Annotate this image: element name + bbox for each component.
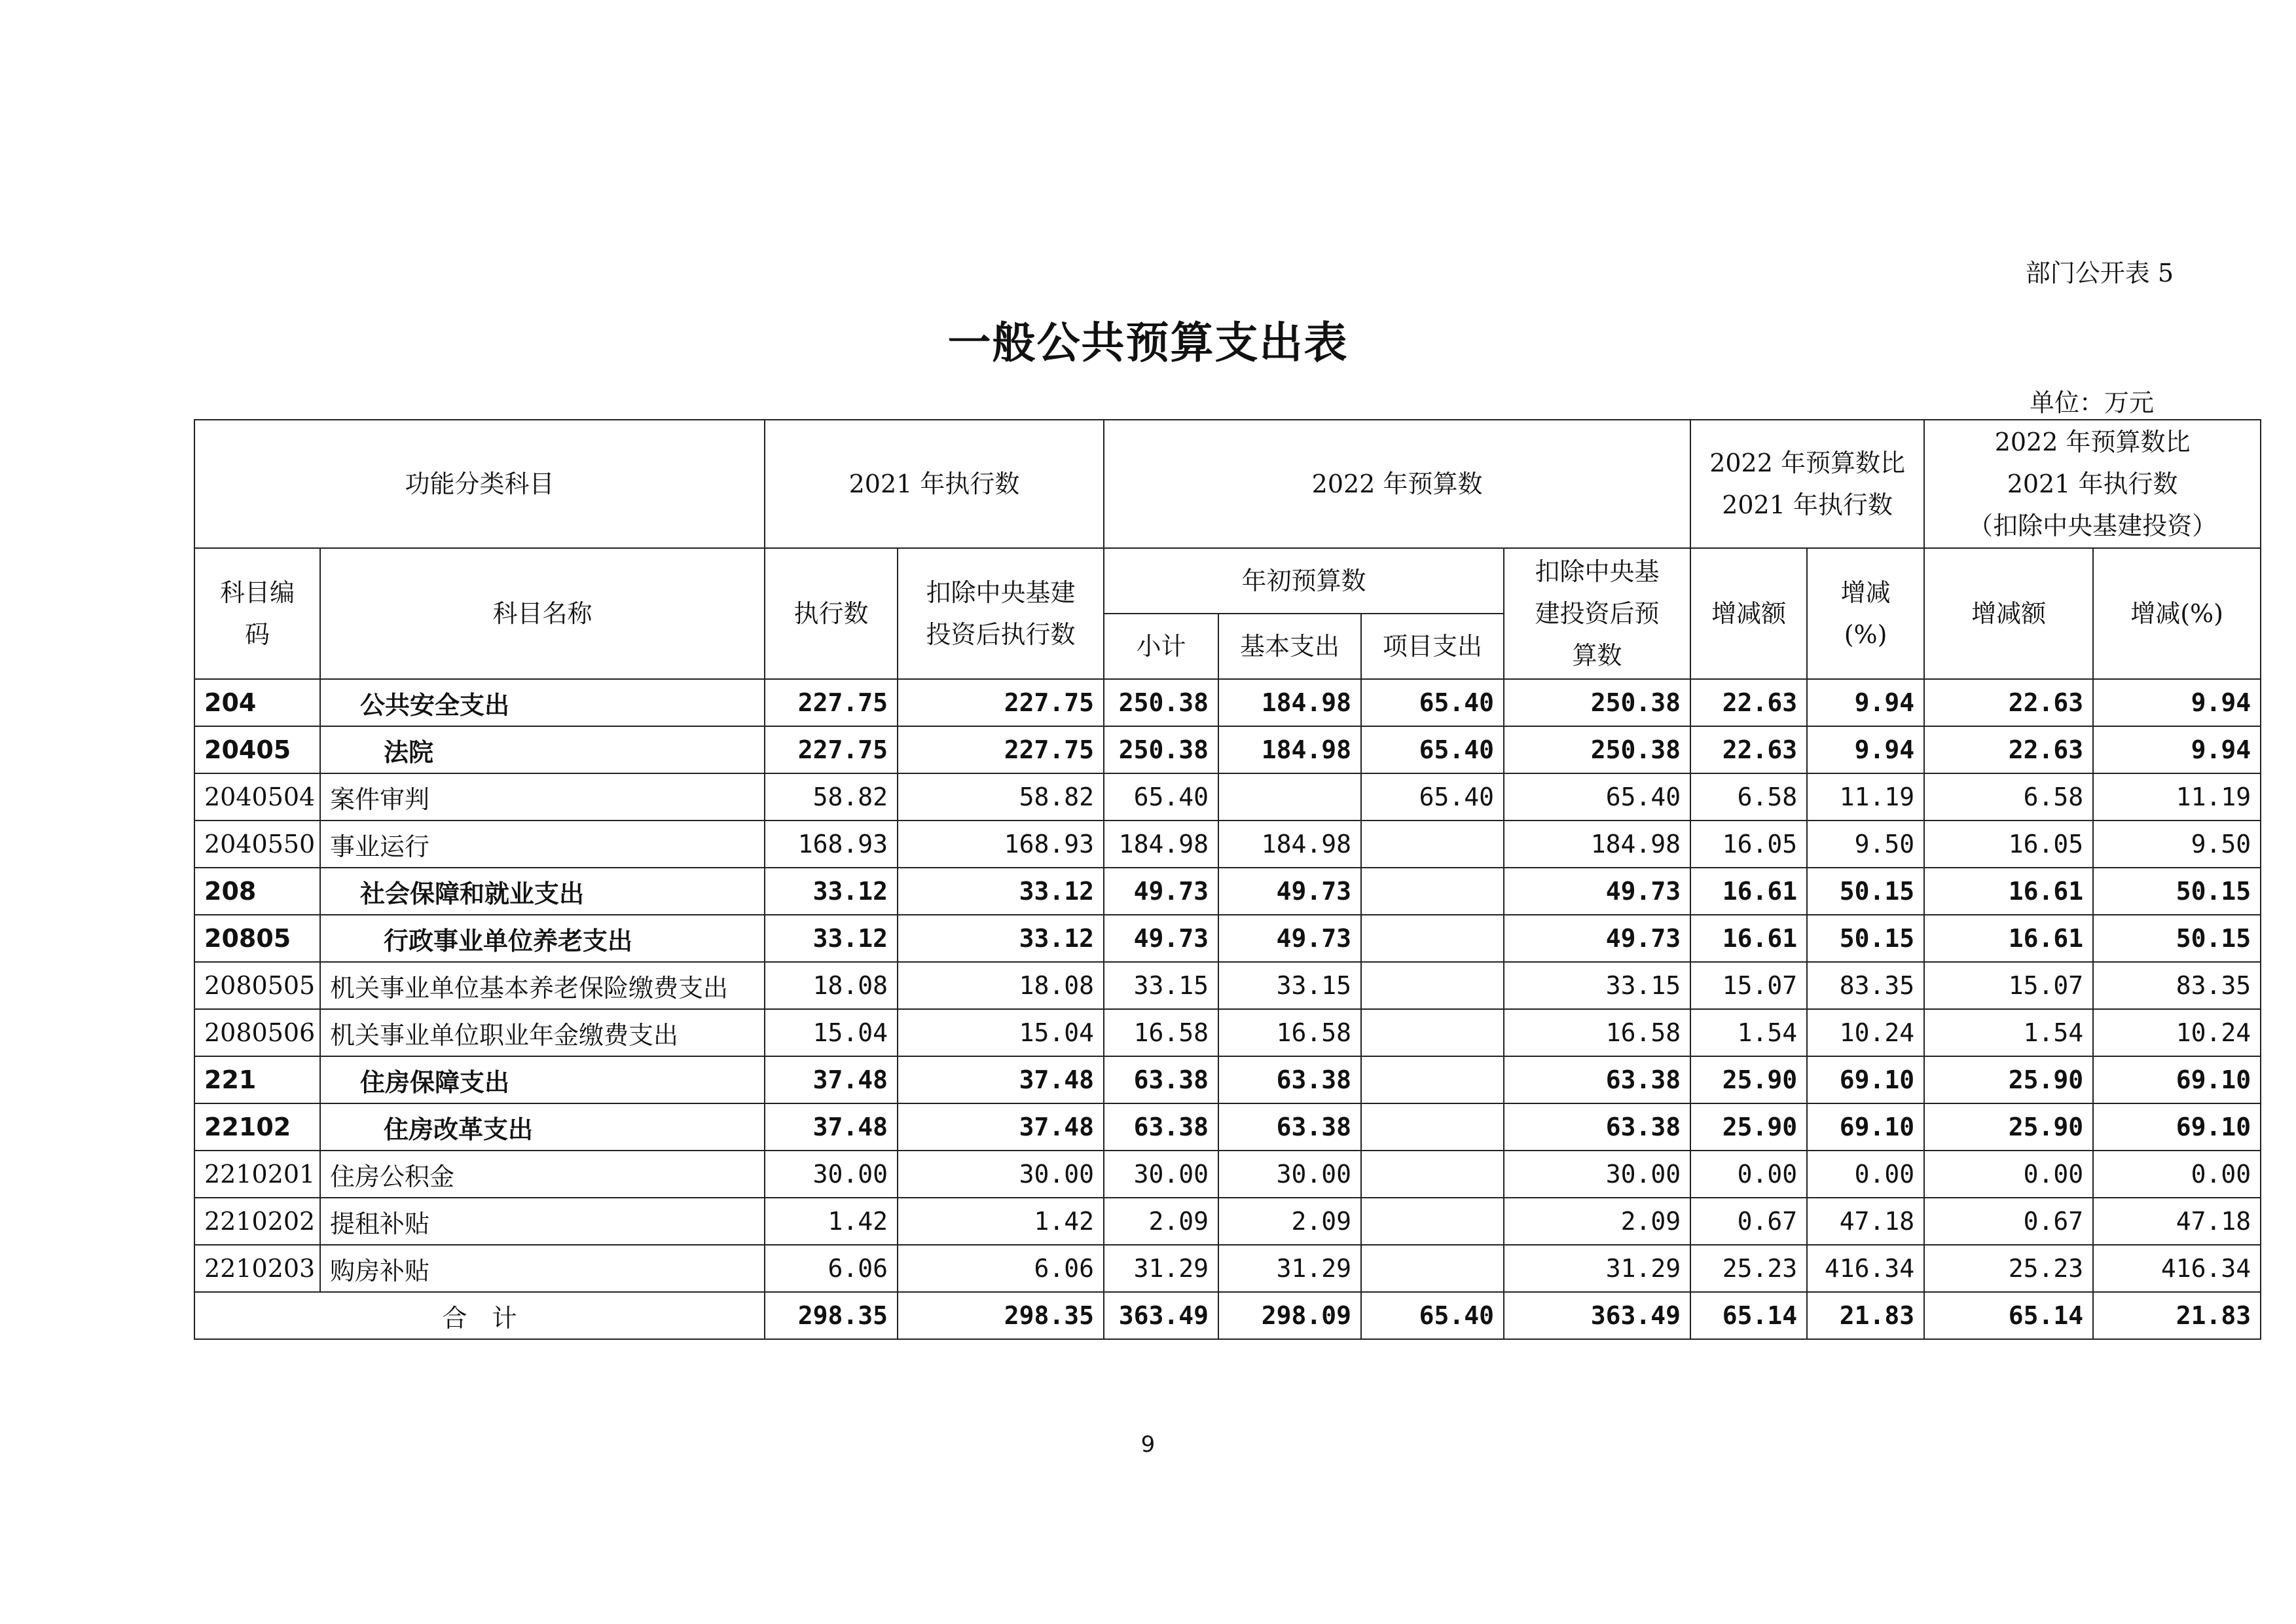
row-code: 2040550: [194, 821, 320, 868]
cell-exec-deduct: 15.04: [898, 1009, 1104, 1056]
table-row: [194, 1151, 2261, 1198]
row-code: 2040504: [194, 773, 320, 821]
cell-exec-deduct: 37.48: [898, 1056, 1104, 1103]
cell-subtotal: 49.73: [1104, 868, 1218, 915]
cell-pct-a: 50.15: [1807, 868, 1924, 915]
cell-subtotal: 16.58: [1104, 1009, 1218, 1056]
row-name: 住房改革支出: [320, 1103, 765, 1151]
cell-exec: 18.08: [765, 962, 898, 1009]
cell-budget-deduct: 49.73: [1504, 915, 1690, 962]
cell-project: [1361, 1245, 1504, 1292]
cell-budget-deduct: 49.73: [1504, 868, 1690, 915]
cell-subtotal: 63.38: [1104, 1056, 1218, 1103]
cell-pct-b: 10.24: [2093, 1009, 2261, 1056]
cell-exec-deduct: 6.06: [898, 1245, 1104, 1292]
cell-budget-deduct: 250.38: [1504, 679, 1690, 726]
cell-inc-a: 6.58: [1690, 773, 1807, 821]
header-compare-a: 2022 年预算数比 2021 年执行数: [1690, 420, 1924, 548]
total-project: 65.40: [1361, 1292, 1504, 1339]
cell-budget-deduct: 63.38: [1504, 1103, 1690, 1151]
cell-pct-b: 69.10: [2093, 1103, 2261, 1151]
table-row: [194, 679, 2261, 726]
row-code: 2080505: [194, 962, 320, 1009]
cell-pct-a: 416.34: [1807, 1245, 1924, 1292]
total-exec-deduct: 298.35: [898, 1292, 1104, 1339]
row-name: 提租补贴: [320, 1198, 765, 1245]
row-code: 2080506: [194, 1009, 320, 1056]
cell-inc-b: 1.54: [1924, 1009, 2093, 1056]
row-code: 2210202: [194, 1198, 320, 1245]
budget-table: [194, 419, 2261, 1340]
cell-basic: 63.38: [1218, 1103, 1361, 1151]
cell-subtotal: 250.38: [1104, 679, 1218, 726]
cell-exec: 33.12: [765, 868, 898, 915]
cell-exec-deduct: 227.75: [898, 679, 1104, 726]
row-name: 法院: [320, 726, 765, 773]
cell-pct-a: 9.94: [1807, 726, 1924, 773]
cell-inc-a: 15.07: [1690, 962, 1807, 1009]
table-row: [194, 962, 2261, 1009]
cell-basic: 63.38: [1218, 1056, 1361, 1103]
cell-subtotal: 250.38: [1104, 726, 1218, 773]
row-code: 2210203: [194, 1245, 320, 1292]
cell-subtotal: 31.29: [1104, 1245, 1218, 1292]
table-row: [194, 821, 2261, 868]
cell-pct-a: 9.94: [1807, 679, 1924, 726]
row-name: 机关事业单位基本养老保险缴费支出: [320, 962, 765, 1009]
header-code: 科目编 码: [194, 548, 320, 679]
cell-budget-deduct: 30.00: [1504, 1151, 1690, 1198]
cell-exec-deduct: 33.12: [898, 868, 1104, 915]
cell-pct-b: 11.19: [2093, 773, 2261, 821]
header-exec-deduct: 扣除中央基建 投资后执行数: [898, 548, 1104, 679]
cell-inc-b: 16.61: [1924, 915, 2093, 962]
cell-exec: 227.75: [765, 726, 898, 773]
cell-budget-deduct: 184.98: [1504, 821, 1690, 868]
table-row: [194, 1056, 2261, 1103]
cell-subtotal: 65.40: [1104, 773, 1218, 821]
total-inc-b: 65.14: [1924, 1292, 2093, 1339]
row-name: 案件审判: [320, 773, 765, 821]
cell-budget-deduct: 63.38: [1504, 1056, 1690, 1103]
cell-budget-deduct: 31.29: [1504, 1245, 1690, 1292]
header-subtotal: 小计: [1104, 614, 1218, 679]
total-pct-b: 21.83: [2093, 1292, 2261, 1339]
cell-pct-a: 47.18: [1807, 1198, 1924, 1245]
cell-exec: 58.82: [765, 773, 898, 821]
cell-inc-a: 16.61: [1690, 868, 1807, 915]
cell-inc-a: 25.90: [1690, 1103, 1807, 1151]
cell-pct-b: 50.15: [2093, 915, 2261, 962]
cell-exec-deduct: 1.42: [898, 1198, 1104, 1245]
cell-project: [1361, 1056, 1504, 1103]
cell-basic: [1218, 773, 1361, 821]
cell-exec-deduct: 58.82: [898, 773, 1104, 821]
cell-budget-deduct: 65.40: [1504, 773, 1690, 821]
cell-pct-b: 47.18: [2093, 1198, 2261, 1245]
row-name: 事业运行: [320, 821, 765, 868]
header-budget2022: 2022 年预算数: [1104, 420, 1690, 548]
total-basic: 298.09: [1218, 1292, 1361, 1339]
cell-inc-a: 22.63: [1690, 679, 1807, 726]
cell-pct-a: 11.19: [1807, 773, 1924, 821]
cell-pct-b: 9.94: [2093, 679, 2261, 726]
total-inc-a: 65.14: [1690, 1292, 1807, 1339]
header-inc-a: 增减额: [1690, 548, 1807, 679]
cell-subtotal: 2.09: [1104, 1198, 1218, 1245]
header-basic: 基本支出: [1218, 614, 1361, 679]
cell-exec: 15.04: [765, 1009, 898, 1056]
cell-basic: 30.00: [1218, 1151, 1361, 1198]
cell-pct-a: 50.15: [1807, 915, 1924, 962]
cell-pct-b: 69.10: [2093, 1056, 2261, 1103]
cell-project: 65.40: [1361, 773, 1504, 821]
cell-subtotal: 184.98: [1104, 821, 1218, 868]
header-initial: 年初预算数: [1104, 548, 1504, 614]
cell-exec: 37.48: [765, 1103, 898, 1151]
row-name: 社会保障和就业支出: [320, 868, 765, 915]
cell-exec-deduct: 33.12: [898, 915, 1104, 962]
cell-inc-b: 22.63: [1924, 726, 2093, 773]
cell-exec: 1.42: [765, 1198, 898, 1245]
cell-project: 65.40: [1361, 726, 1504, 773]
header-exec2021: 2021 年执行数: [765, 420, 1104, 548]
cell-budget-deduct: 2.09: [1504, 1198, 1690, 1245]
cell-basic: 184.98: [1218, 726, 1361, 773]
table-row: [194, 1103, 2261, 1151]
cell-subtotal: 30.00: [1104, 1151, 1218, 1198]
total-label: 合 计: [194, 1292, 765, 1339]
row-code: 204: [194, 679, 320, 726]
cell-exec-deduct: 30.00: [898, 1151, 1104, 1198]
cell-exec: 30.00: [765, 1151, 898, 1198]
header-project: 项目支出: [1361, 614, 1504, 679]
cell-basic: 33.15: [1218, 962, 1361, 1009]
row-name: 行政事业单位养老支出: [320, 915, 765, 962]
table-row: [194, 868, 2261, 915]
cell-project: [1361, 1151, 1504, 1198]
cell-exec: 37.48: [765, 1056, 898, 1103]
header-inc-b: 增减额: [1924, 548, 2093, 679]
cell-budget-deduct: 16.58: [1504, 1009, 1690, 1056]
cell-exec-deduct: 37.48: [898, 1103, 1104, 1151]
total-budget-deduct: 363.49: [1504, 1292, 1690, 1339]
form-number: 部门公开表 5: [2025, 259, 2174, 287]
row-name: 机关事业单位职业年金缴费支出: [320, 1009, 765, 1056]
cell-pct-b: 83.35: [2093, 962, 2261, 1009]
cell-basic: 16.58: [1218, 1009, 1361, 1056]
cell-project: [1361, 915, 1504, 962]
page-title: 一般公共预算支出表: [947, 318, 1349, 368]
cell-basic: 49.73: [1218, 915, 1361, 962]
header-compare-b: 2022 年预算数比 2021 年执行数 （扣除中央基建投资）: [1924, 420, 2261, 548]
row-name: 公共安全支出: [320, 679, 765, 726]
cell-inc-b: 25.90: [1924, 1056, 2093, 1103]
page-number: 9: [1140, 1431, 1156, 1458]
table-row: [194, 1198, 2261, 1245]
table-row: [194, 726, 2261, 773]
cell-pct-b: 50.15: [2093, 868, 2261, 915]
cell-inc-a: 25.90: [1690, 1056, 1807, 1103]
total-row: [194, 1292, 2261, 1339]
cell-inc-b: 16.61: [1924, 868, 2093, 915]
cell-pct-b: 9.94: [2093, 726, 2261, 773]
cell-inc-b: 22.63: [1924, 679, 2093, 726]
row-code: 208: [194, 868, 320, 915]
table-row: [194, 773, 2261, 821]
cell-pct-a: 10.24: [1807, 1009, 1924, 1056]
cell-basic: 31.29: [1218, 1245, 1361, 1292]
cell-subtotal: 49.73: [1104, 915, 1218, 962]
table-row: [194, 1245, 2261, 1292]
cell-subtotal: 63.38: [1104, 1103, 1218, 1151]
cell-exec-deduct: 227.75: [898, 726, 1104, 773]
header-func: 功能分类科目: [194, 420, 765, 548]
cell-inc-b: 0.67: [1924, 1198, 2093, 1245]
cell-subtotal: 33.15: [1104, 962, 1218, 1009]
cell-inc-a: 0.00: [1690, 1151, 1807, 1198]
cell-inc-a: 22.63: [1690, 726, 1807, 773]
cell-project: 65.40: [1361, 679, 1504, 726]
total-subtotal: 363.49: [1104, 1292, 1218, 1339]
cell-inc-b: 16.05: [1924, 821, 2093, 868]
cell-inc-b: 6.58: [1924, 773, 2093, 821]
cell-pct-b: 0.00: [2093, 1151, 2261, 1198]
cell-pct-b: 416.34: [2093, 1245, 2261, 1292]
header-name: 科目名称: [320, 548, 765, 679]
row-code: 2210201: [194, 1151, 320, 1198]
cell-pct-a: 69.10: [1807, 1056, 1924, 1103]
cell-exec: 168.93: [765, 821, 898, 868]
cell-exec: 6.06: [765, 1245, 898, 1292]
cell-inc-a: 1.54: [1690, 1009, 1807, 1056]
table-row: [194, 1009, 2261, 1056]
total-exec: 298.35: [765, 1292, 898, 1339]
header-exec: 执行数: [765, 548, 898, 679]
row-name: 住房公积金: [320, 1151, 765, 1198]
cell-pct-a: 0.00: [1807, 1151, 1924, 1198]
cell-pct-a: 9.50: [1807, 821, 1924, 868]
table-body: [194, 679, 2261, 1339]
cell-pct-a: 69.10: [1807, 1103, 1924, 1151]
header-budget-deduct: 扣除中央基 建投资后预 算数: [1504, 548, 1690, 679]
cell-project: [1361, 1198, 1504, 1245]
cell-basic: 184.98: [1218, 679, 1361, 726]
header-pct-a: 增减 (%): [1807, 548, 1924, 679]
total-pct-a: 21.83: [1807, 1292, 1924, 1339]
header-pct-b: 增减(%): [2093, 548, 2261, 679]
cell-project: [1361, 868, 1504, 915]
cell-budget-deduct: 250.38: [1504, 726, 1690, 773]
cell-inc-a: 16.61: [1690, 915, 1807, 962]
row-name: 住房保障支出: [320, 1056, 765, 1103]
cell-pct-a: 83.35: [1807, 962, 1924, 1009]
cell-basic: 49.73: [1218, 868, 1361, 915]
row-name: 购房补贴: [320, 1245, 765, 1292]
cell-basic: 184.98: [1218, 821, 1361, 868]
cell-inc-b: 25.23: [1924, 1245, 2093, 1292]
cell-inc-b: 0.00: [1924, 1151, 2093, 1198]
cell-inc-a: 16.05: [1690, 821, 1807, 868]
cell-inc-a: 0.67: [1690, 1198, 1807, 1245]
cell-exec-deduct: 168.93: [898, 821, 1104, 868]
cell-inc-a: 25.23: [1690, 1245, 1807, 1292]
table-row: [194, 915, 2261, 962]
cell-exec: 33.12: [765, 915, 898, 962]
cell-project: [1361, 962, 1504, 1009]
row-code: 20805: [194, 915, 320, 962]
row-code: 221: [194, 1056, 320, 1103]
cell-inc-b: 25.90: [1924, 1103, 2093, 1151]
cell-project: [1361, 1103, 1504, 1151]
row-code: 22102: [194, 1103, 320, 1151]
cell-inc-b: 15.07: [1924, 962, 2093, 1009]
cell-exec: 227.75: [765, 679, 898, 726]
cell-exec-deduct: 18.08: [898, 962, 1104, 1009]
unit-label: 单位：万元: [2029, 388, 2154, 417]
cell-project: [1361, 821, 1504, 868]
row-code: 20405: [194, 726, 320, 773]
cell-project: [1361, 1009, 1504, 1056]
cell-pct-b: 9.50: [2093, 821, 2261, 868]
cell-basic: 2.09: [1218, 1198, 1361, 1245]
cell-budget-deduct: 33.15: [1504, 962, 1690, 1009]
